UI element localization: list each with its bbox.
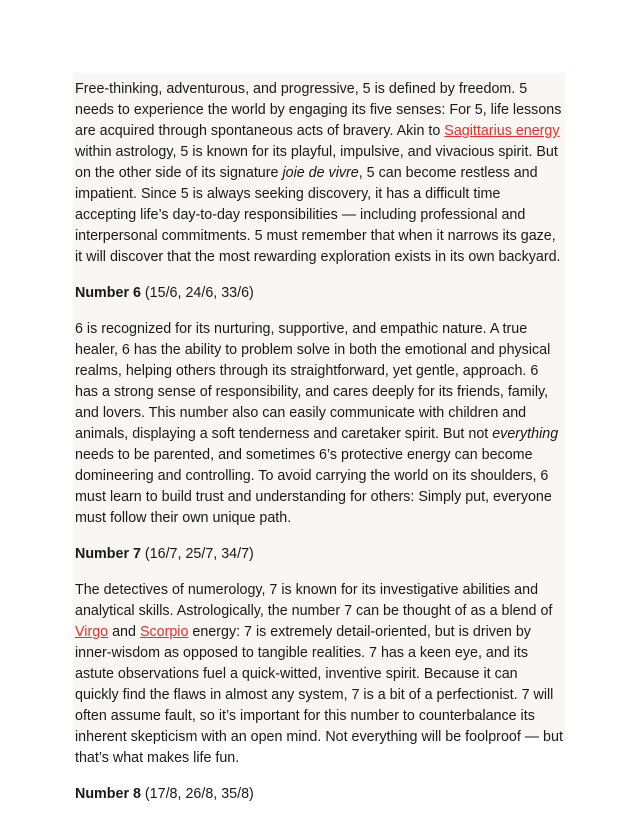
text: and: [108, 624, 140, 640]
text: Free-thinking, adventurous, and progressive, 5 is defined by freedom. 5 needs to experience the world by engaging its five senses: For 5, life lessons are acquired through spontaneous acts of bravery. Akin to: [75, 81, 562, 139]
number-6-subnumbers: (15/6, 24/6, 33/6): [140, 285, 254, 301]
article-content: [73, 73, 565, 802]
heading-number-7: [75, 544, 563, 565]
number-6-label: Number 6: [75, 285, 141, 301]
number-8-label: Number 8: [75, 786, 141, 802]
paragraph-number-7: [75, 580, 563, 769]
paragraph-number-5: [75, 79, 563, 268]
emphasis-text: everything: [492, 426, 559, 442]
text: 6 is recognized for its nurturing, supportive, and empathic nature. A true healer, 6 has the ability to problem solve in both the emotional and physical realms, helping others through its straightforward, yet gentle, approach. 6 has a strong sense of responsibility, and cares deeply for its friends, family, and lovers. This number also can easily communicate with children and animals, displaying a soft tenderness and caretaker spirit. But not: [75, 321, 551, 442]
scorpio-link[interactable]: Scorpio: [139, 624, 189, 640]
sagittarius-energy-link[interactable]: Sagittarius energy: [444, 123, 560, 139]
number-8-subnumbers: (17/8, 26/8, 35/8): [140, 786, 254, 802]
text: within astrology, 5 is known for its playful, impulsive, and vivacious spirit. But on the other side of its signature: [75, 144, 558, 181]
virgo-link[interactable]: Virgo: [75, 624, 109, 640]
text: The detectives of numerology, 7 is known for its investigative abilities and analytical skills. Astrologically, the number 7 can be thought of as a blend of: [75, 582, 553, 619]
heading-number-6: [75, 283, 563, 304]
text: needs to be parented, and sometimes 6’s protective energy can become domineering and controlling. To avoid carrying the world on its shoulders, 6 must learn to build trust and understanding for others: Simply put, everyone must follow their own unique path.: [75, 447, 552, 526]
paragraph-number-6: [75, 319, 563, 529]
text: energy: 7 is extremely detail-oriented, but is driven by inner-wisdom as opposed to tangible realities. 7 has a keen eye, and its astute observations fuel a quick-witted, inventive spirit. Because it can quickly find the flaws in almost any system, 7 is a bit of a perfectionist. 7 will often assume fault, so it’s important for this number to counterbalance its inherent skepticism with an open mind. Not everything will be foolproof — but that’s what makes life fun.: [75, 624, 563, 766]
number-7-subnumbers: (16/7, 25/7, 34/7): [140, 546, 254, 562]
heading-number-8: [75, 784, 563, 805]
number-7-label: Number 7: [75, 546, 141, 562]
emphasis-text: joie de vivre: [282, 165, 359, 181]
text: , 5 can become restless and impatient. Since 5 is always seeking discovery, it has a difficult time accepting life’s day-to-day responsibilities — including professional and interpersonal commitments. 5 must remember that when it narrows its gaze, it will discover that the most rewarding exploration exists in its own backyard.: [75, 165, 561, 265]
